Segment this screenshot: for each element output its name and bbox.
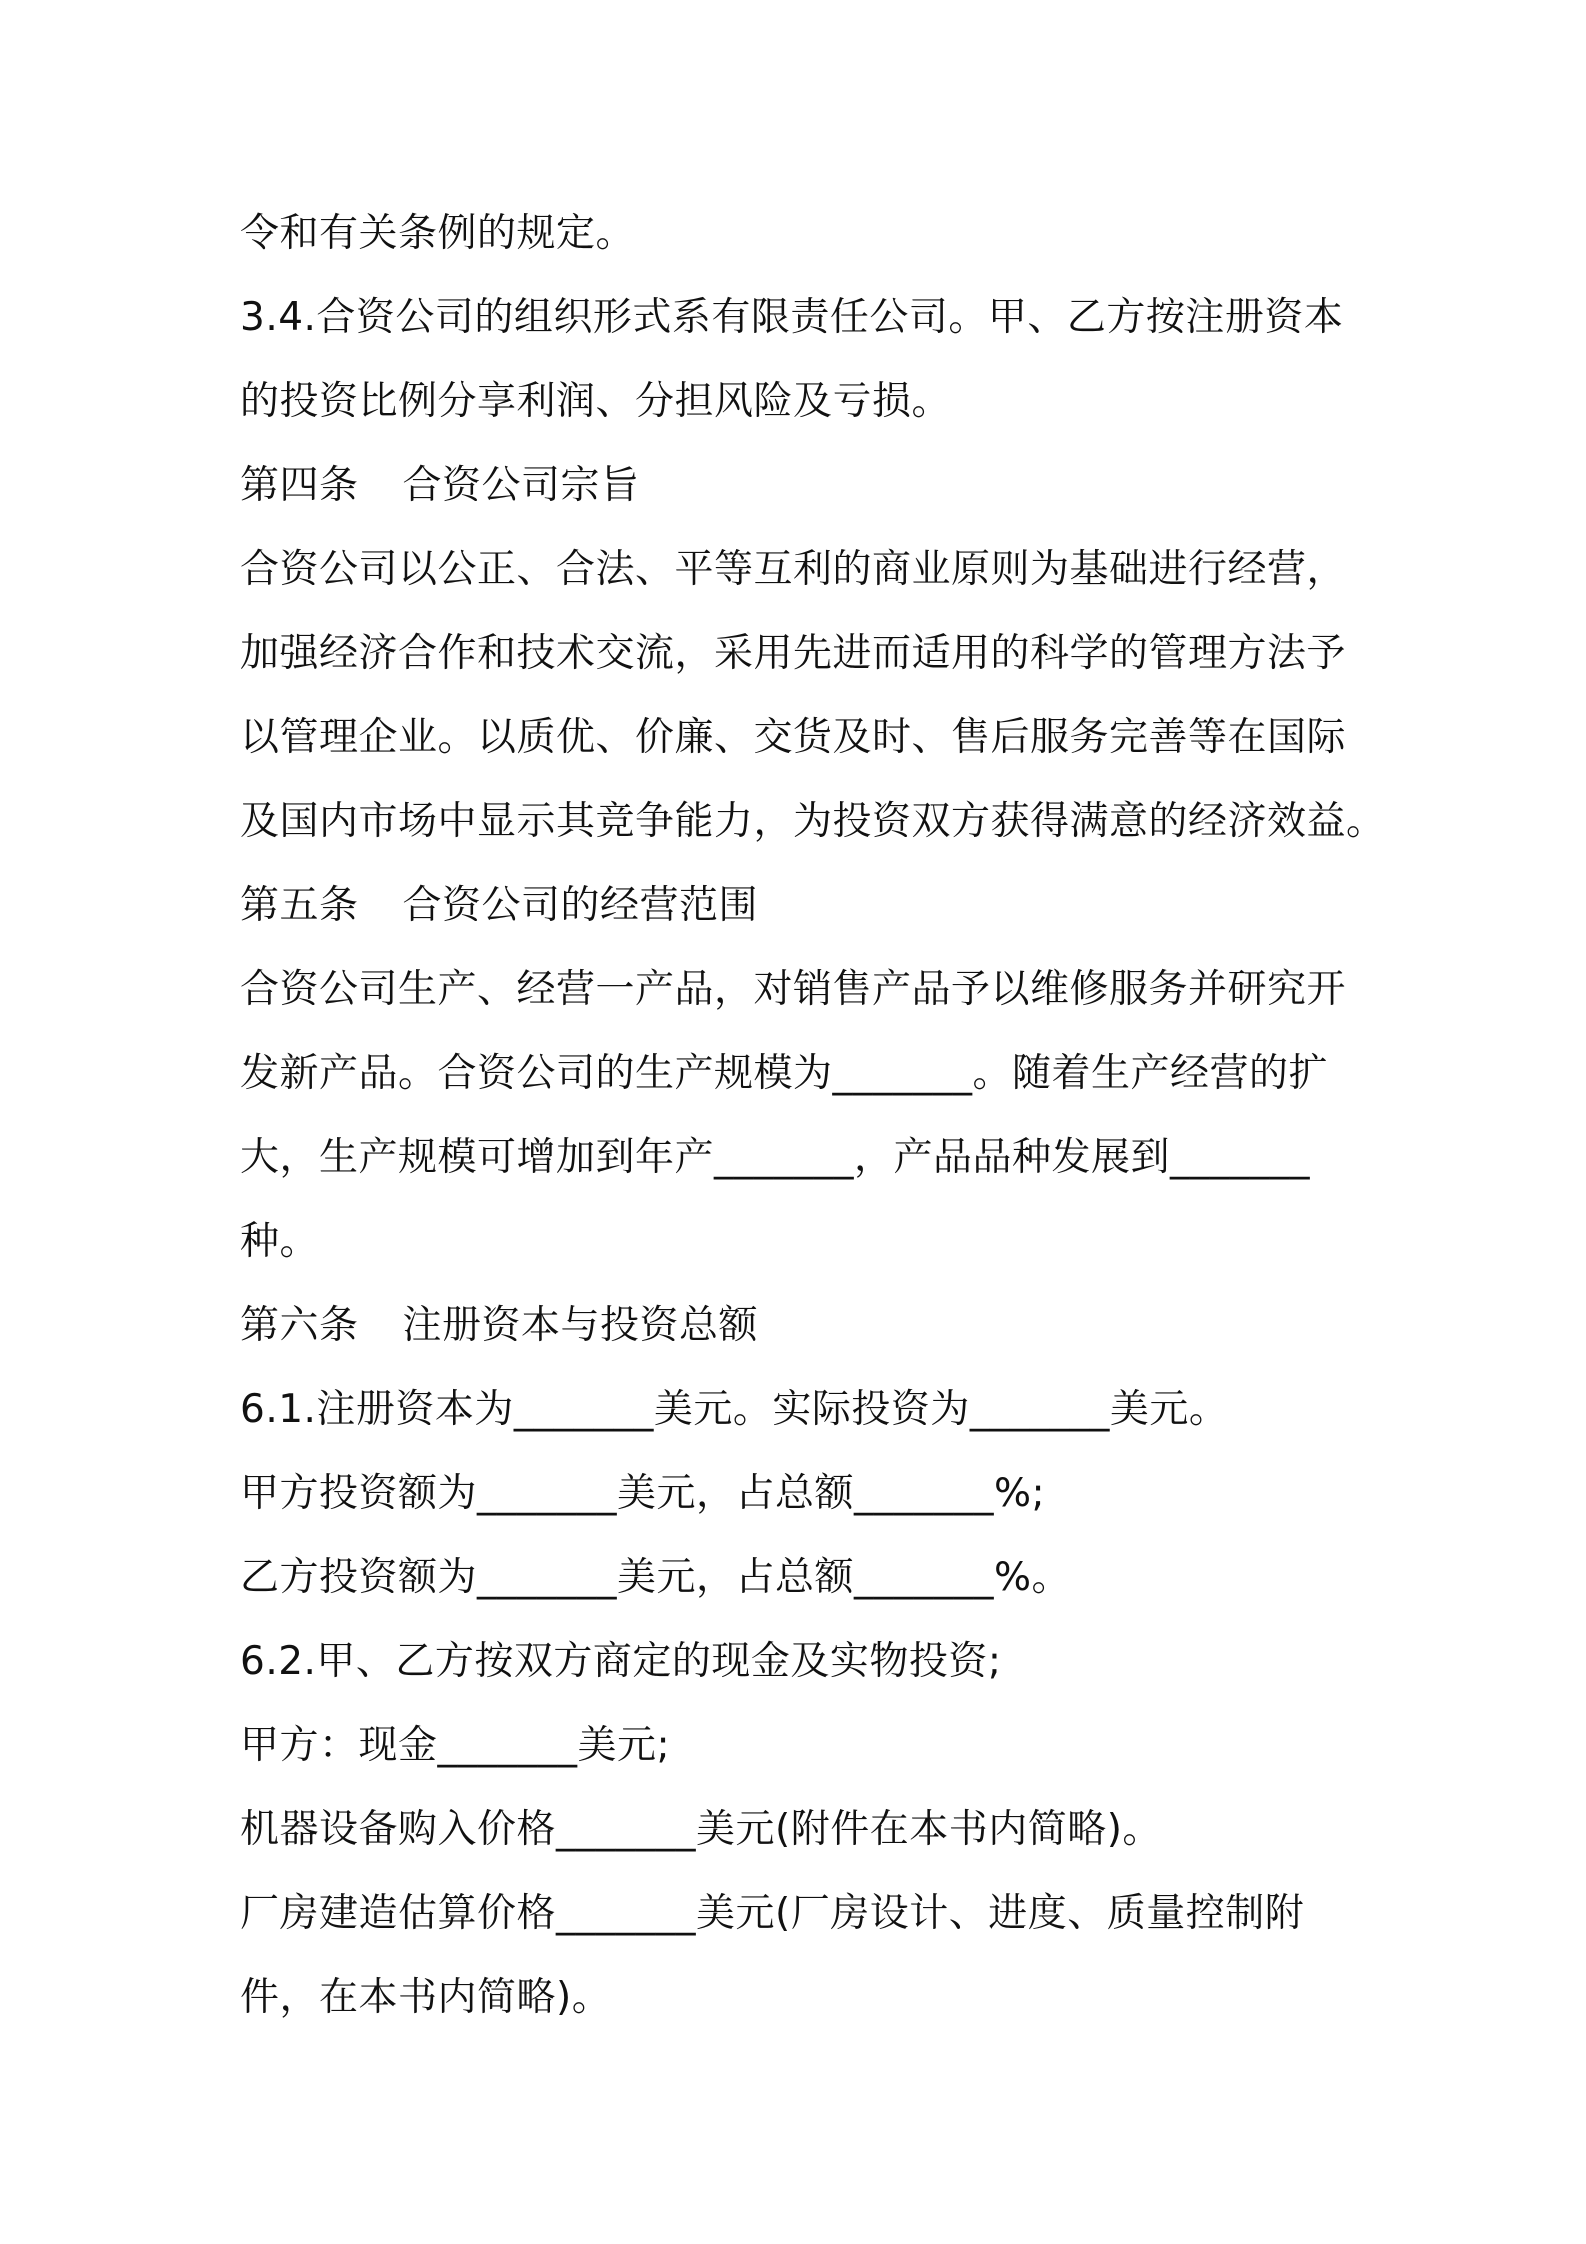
text-line: 以管理企业。以质优、价廉、交货及时、售后服务完善等在国际 (240, 715, 1347, 760)
text-line: 机器设备购入价格_______美元(附件在本书内简略)。 (240, 1807, 1162, 1852)
text-line: 3.4.合资公司的组织形式系有限责任公司。甲、乙方按注册资本 (240, 295, 1344, 340)
text-line: 加强经济合作和技术交流，采用先进而适用的科学的管理方法予 (240, 631, 1347, 676)
text-line: 件，在本书内简略)。 (240, 1975, 612, 2020)
text-line: 甲方：现金_______美元; (240, 1723, 671, 1768)
text-line: 种。 (240, 1219, 320, 1264)
text-line: 甲方投资额为_______美元，占总额_______%; (240, 1471, 1046, 1516)
document-body (240, 192, 1386, 2040)
article-6-title: 注册资本与投资总额 (402, 1303, 759, 1348)
article-5-heading (240, 864, 1380, 948)
text-line: 合资公司以公正、合法、平等互利的商业原则为基础进行经营， (240, 547, 1347, 592)
text-line: 6.1.注册资本为_______美元。实际投资为_______美元。 (240, 1387, 1229, 1432)
article-4-number: 第四条 (240, 463, 359, 508)
text-line: 6.2.甲、乙方按双方商定的现金及实物投资; (240, 1639, 1002, 1684)
article-5-number: 第五条 (240, 883, 359, 928)
text-line: 令和有关条例的规定。 (240, 211, 636, 256)
text-line: 及国内市场中显示其竞争能力，为投资双方获得满意的经济效益。 (240, 799, 1386, 844)
article-6-number: 第六条 (240, 1303, 359, 1348)
article-4-heading (240, 444, 1380, 528)
article-4-title: 合资公司宗旨 (402, 463, 640, 508)
text-line: 合资公司生产、经营一产品，对销售产品予以维修服务并研究开 (240, 967, 1347, 1012)
text-line: 大，生产规模可增加到年产_______，产品品种发展到_______ (240, 1135, 1311, 1180)
text-line: 发新产品。合资公司的生产规模为_______。随着生产经营的扩 (240, 1051, 1329, 1096)
text-line: 的投资比例分享利润、分担风险及亏损。 (240, 379, 952, 424)
article-5-title: 合资公司的经营范围 (402, 883, 759, 928)
text-line: 厂房建造估算价格_______美元(厂房设计、进度、质量控制附 (240, 1891, 1305, 1936)
text-line: 乙方投资额为_______美元，占总额_______%。 (240, 1555, 1072, 1600)
article-6-heading (240, 1284, 1380, 1368)
